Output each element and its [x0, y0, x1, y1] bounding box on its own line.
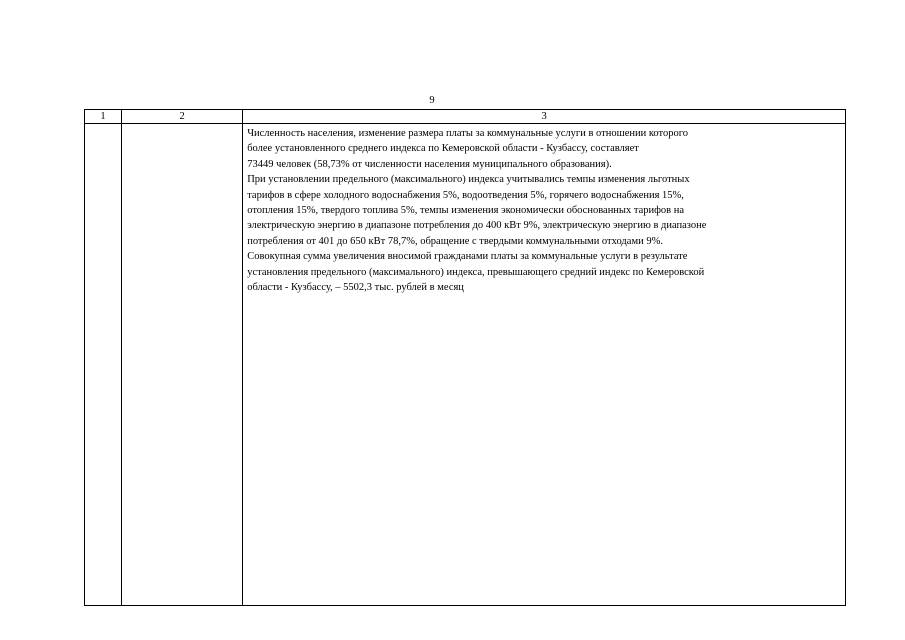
tariff-index-paragraph: При установлении предельного (максимального) индекса учитывались темпы изменения льготных тарифов в сфере холодного водоснабжения 5%, водоотведения 5%, горячего водоснабжения 15%, отопления 15%, твердого топлива 5%, темпы изменения экономически обоснованных тарифов на электрическую энергию в диапазоне потребления до 400 кВт 9%, электрическую энергию в диапазоне потребления от 401 до 650 кВт 78,7%, обращение с твердыми коммунальными отходами 9%. [247, 174, 707, 247]
cell-col-1 [85, 124, 122, 606]
cell-col-3 [243, 124, 846, 606]
page-number: 9 [429, 95, 435, 106]
document-table [84, 109, 846, 606]
column-header-3: 3 [243, 110, 846, 124]
column-header-1: 1 [85, 110, 122, 124]
table-header-row [85, 110, 846, 124]
total-increase-paragraph: Совокупная сумма увеличения вносимой гражданами платы за коммунальные услуги в результате установления предельного (максимального) индекса, превышающего средний индекс по Кемеровской области - Кузбассу, – 5502,3 тыс. рублей в месяц [247, 251, 705, 294]
table-row [85, 124, 846, 606]
cell-col-2 [122, 124, 243, 606]
column-header-2: 2 [122, 110, 243, 124]
population-paragraph: Численность населения, изменение размера платы за коммунальные услуги в отношении которого более установленного среднего индекса по Кемеровской области - Кузбассу, составляет 73449 человек (58,73% от численности населения муниципального образования). [247, 128, 689, 170]
